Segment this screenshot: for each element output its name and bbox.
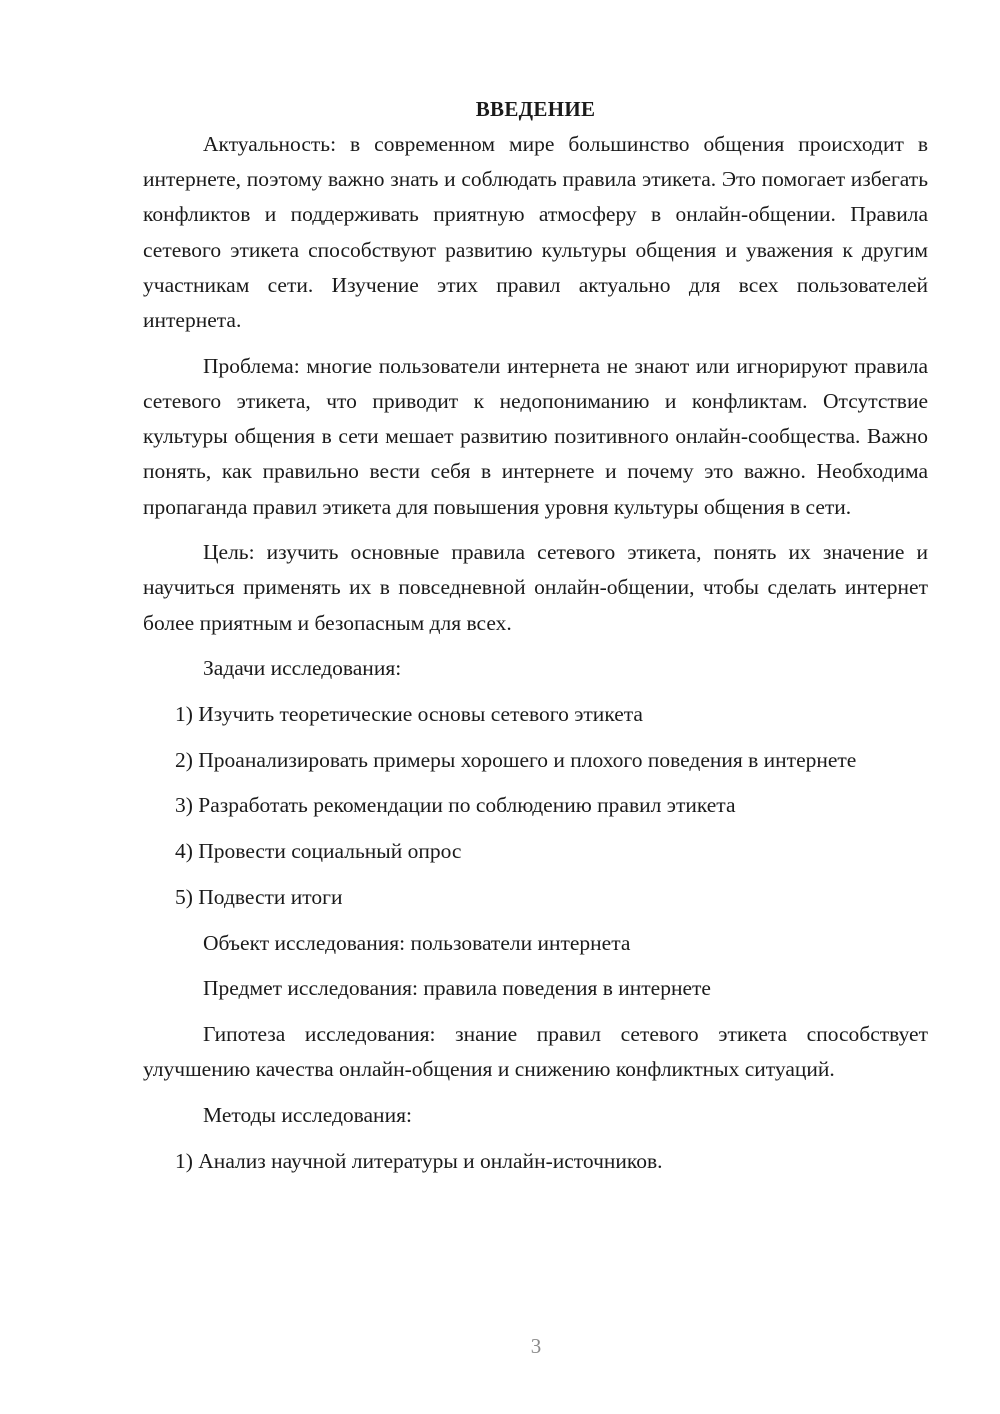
task-item: 1) Изучить теоретические основы сетевого этикета [175,702,643,727]
object-paragraph: Объект исследования: пользователи интернета [203,930,631,955]
page-number: 3 [530,1334,542,1358]
document-page [143,92,928,1189]
relevance-paragraph: Актуальность: в современном мире большинство общения происходит в интернете, поэтому важно знать и соблюдать правила этикета. Это помогает избегать конфликтов и поддерживать приятную атмосферу в онлайн-общении. Правила сетевого этикета способствуют развитию культуры общения и уважения к другим участникам сети. Изучение этих правил актуально для всех пользователей интернета. [143,132,928,333]
task-item: 4) Провести социальный опрос [175,839,462,864]
task-item: 2) Проанализировать примеры хорошего и плохого поведения в интернете [175,747,857,772]
task-item: 5) Подвести итоги [175,884,343,909]
tasks-heading: Задачи исследования: [203,656,402,681]
subject-paragraph: Предмет исследования: правила поведения в интернете [203,976,711,1001]
method-item: 1) Анализ научной литературы и онлайн-источников. [175,1148,663,1173]
goal-paragraph: Цель: изучить основные правила сетевого этикета, понять их значение и научиться применять их в повседневной онлайн-общении, чтобы сделать интернет более приятным и безопасным для всех. [143,540,928,635]
hypothesis-paragraph: Гипотеза исследования: знание правил сетевого этикета способствует улучшению качества онлайн-общения и снижению конфликтных ситуаций. [143,1021,928,1082]
task-item: 3) Разработать рекомендации по соблюдению правил этикета [175,793,736,818]
problem-paragraph: Проблема: многие пользователи интернета не знают или игнорируют правила сетевого этикета, что приводит к недопониманию и конфликтам. Отсутствие культуры общения в сети мешает развитию позитивного онлайн-сообщества. Важно понять, как правильно вести себя в интернете и почему это важно. Необходима пропаганда правил этикета для повышения уровня культуры общения в сети. [143,353,928,519]
methods-heading: Методы исследования: [203,1102,412,1127]
page-title: ВВЕДЕНИЕ [475,97,596,121]
